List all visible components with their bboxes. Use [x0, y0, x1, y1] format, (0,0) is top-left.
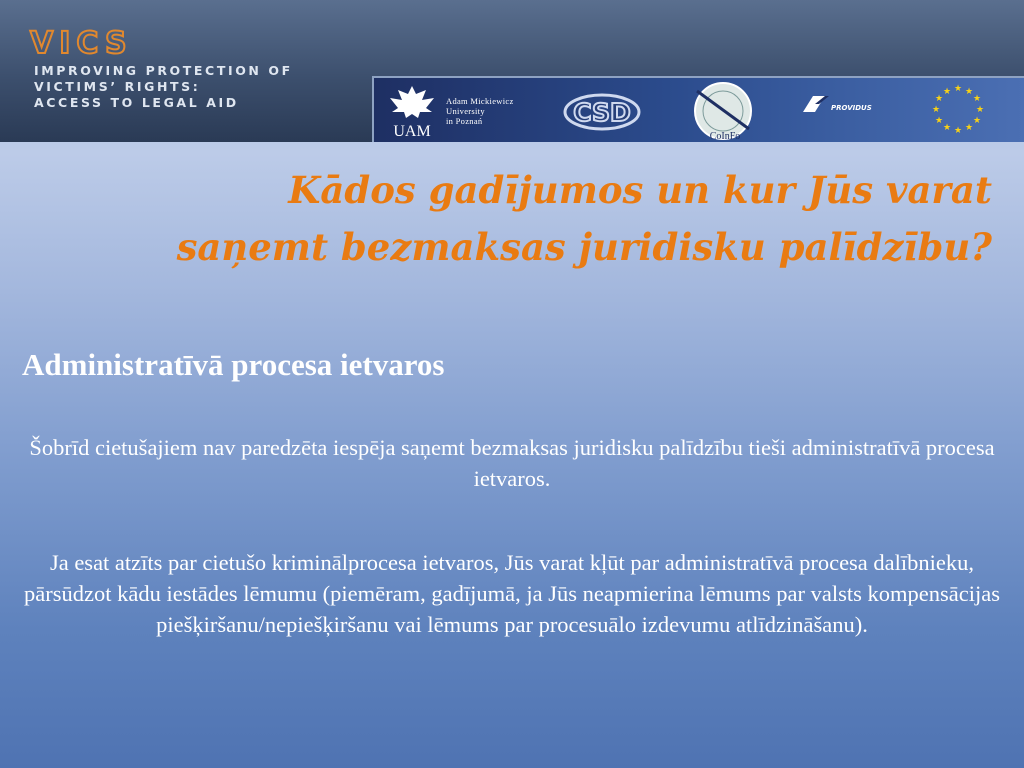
uam-monogram: UAM — [393, 123, 431, 138]
svg-text:★: ★ — [942, 87, 952, 97]
svg-text:★: ★ — [942, 123, 952, 133]
tagline-line: IMPROVING PROTECTION OF — [34, 63, 293, 78]
coinfo-logo — [679, 81, 767, 142]
svg-text:★: ★ — [934, 116, 944, 126]
coinfo-text: CoInFo — [709, 131, 741, 142]
svg-text:★: ★ — [931, 105, 941, 115]
vics-logo: VICS — [30, 26, 133, 61]
body-paragraph: Šobrīd cietušajiem nav paredzēta iespēja saņemt bezmaksas juridisku palīdzību tieši administratīvā procesa ietvaros. — [29, 435, 995, 491]
slide-subtitle: Administratīvā procesa ietvaros — [22, 347, 445, 382]
svg-text:★: ★ — [964, 123, 974, 133]
header-banner — [0, 0, 1024, 142]
eu-flag-icon — [922, 80, 994, 140]
svg-text:★: ★ — [975, 105, 985, 115]
svg-text:★: ★ — [964, 87, 974, 97]
svg-text:★: ★ — [953, 126, 963, 136]
project-tagline — [34, 63, 293, 111]
slide-title: Kādos gadījumos un kur Jūs varat saņemt bezmaksas juridisku palīdzību? — [176, 168, 992, 269]
uam-name-line: Adam Mickiewicz — [446, 96, 514, 106]
csd-logo — [562, 92, 642, 132]
uam-eagle-icon — [382, 82, 442, 138]
tagline-line: VICTIMS’ RIGHTS: — [34, 79, 201, 94]
csd-text: CSD — [573, 98, 631, 127]
svg-text:★: ★ — [972, 94, 982, 104]
svg-text:★: ★ — [934, 94, 944, 104]
uam-name-line: in Poznań — [446, 116, 483, 126]
partner-logo-strip — [372, 76, 1024, 142]
uam-name — [446, 96, 514, 126]
uam-name-line: University — [446, 106, 485, 116]
providus-logo — [799, 90, 879, 120]
svg-text:★: ★ — [972, 116, 982, 126]
svg-text:★: ★ — [953, 84, 963, 94]
body-paragraph: Ja esat atzīts par cietušo kriminālprocesa ietvaros, Jūs varat kļūt par administratīvā procesa dalībnieku, pārsūdzot kādu iestādes lēmumu (piemēram, gadījumā, ja Jūs neapmierina lēmums par valsts kompensācijas piešķiršanu/nepiešķiršanu vai lēmums par procesuālo izdevumu atlīdzināšanu). — [24, 550, 1000, 637]
tagline-line: ACCESS TO LEGAL AID — [34, 95, 239, 110]
providus-text: PROVIDUS — [831, 104, 872, 112]
